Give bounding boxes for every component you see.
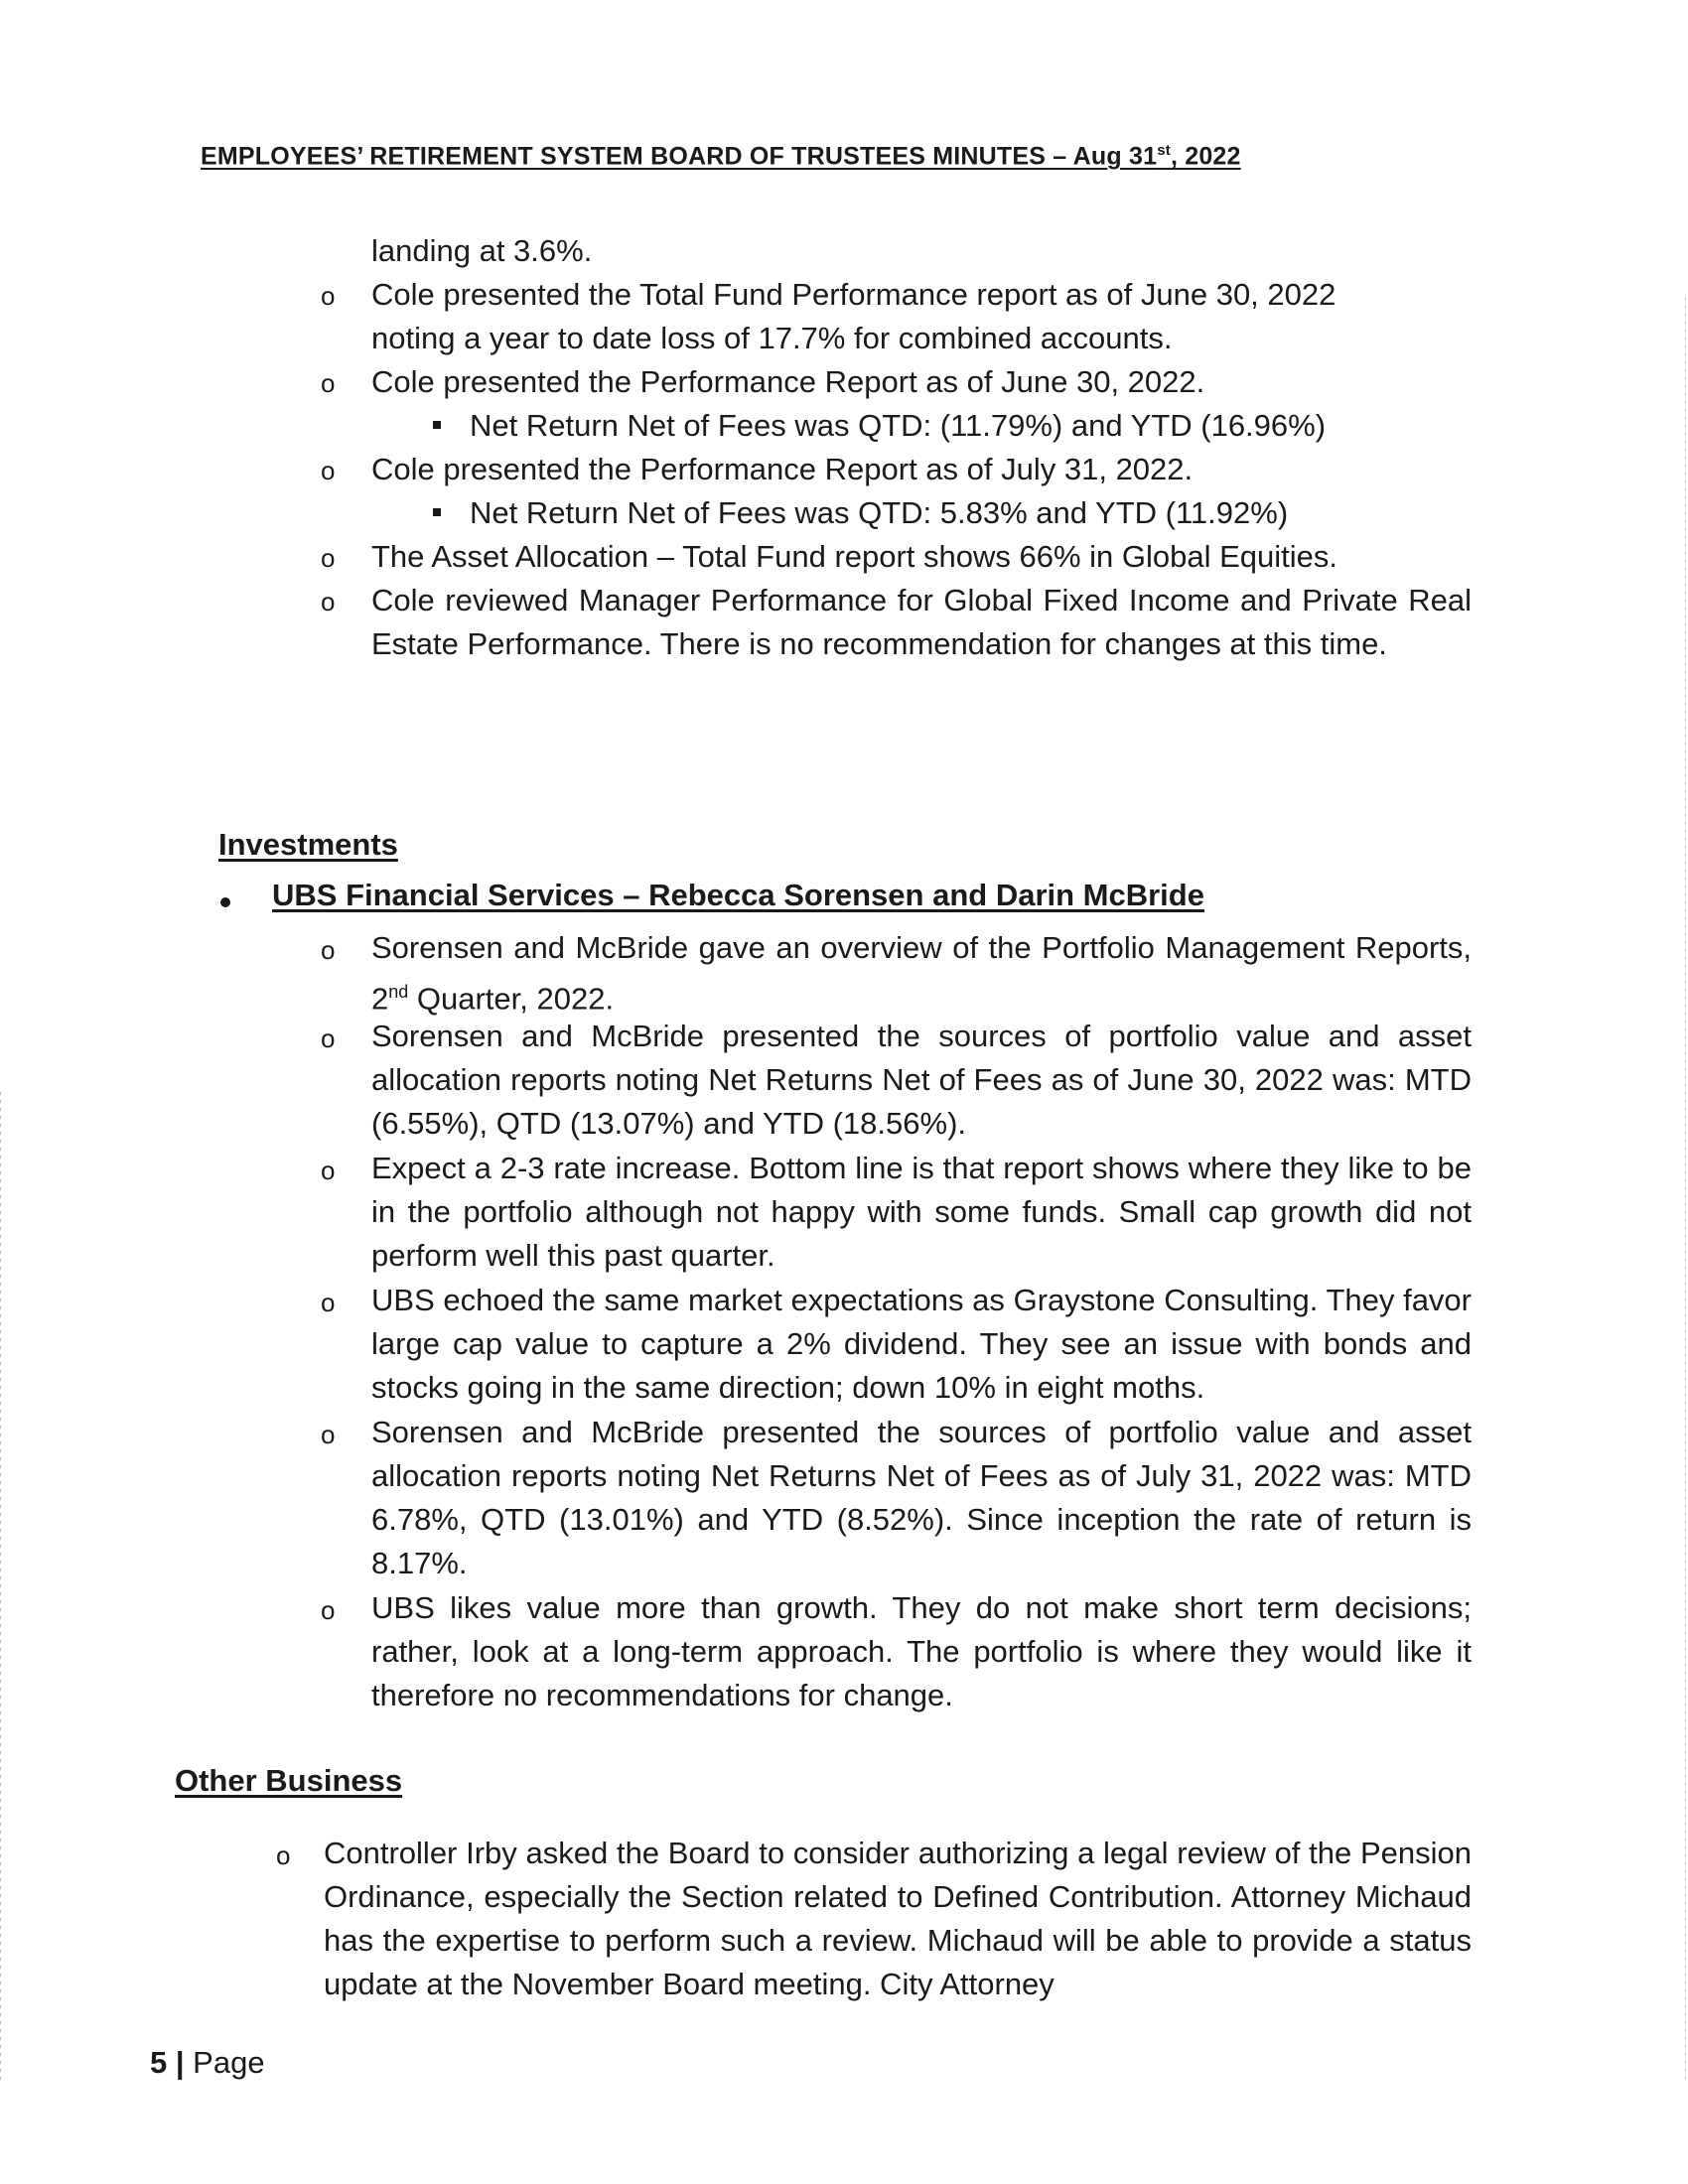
hollow-bullet-icon: o (321, 1288, 336, 1317)
continued-text: landing at 3.6%. (371, 233, 593, 268)
scan-edge-right (1685, 298, 1686, 2085)
hollow-bullet-icon: o (321, 543, 336, 573)
hollow-bullet-icon: o (321, 1024, 336, 1053)
hollow-bullet-icon: o (321, 1595, 336, 1625)
investments-item-1-a: Sorensen and McBride gave an overview of the Portfolio Management Reports, 2 (371, 930, 1472, 1017)
hollow-bullet-icon: o (276, 1841, 291, 1870)
top-item-3: Cole presented the Performance Report as of July 31, 2022. (371, 452, 1194, 486)
investments-item-4: UBS echoed the same market expectations as Graystone Consulting. They favor large cap value to capture a 2% dividend. They see an issue with bonds and stocks going in the same direction; down 10% in eight moths. (371, 1283, 1472, 1405)
hollow-bullet-icon: o (321, 935, 336, 965)
investments-item-1 (371, 926, 1472, 1021)
investments-subheading: UBS Financial Services – Rebecca Sorensen and Darin McBride (272, 878, 1204, 912)
header-title: EMPLOYEES’ RETIREMENT SYSTEM BOARD OF TRUSTEES MINUTES – Aug 31 (201, 142, 1158, 171)
hollow-bullet-icon: o (321, 1420, 336, 1449)
hollow-bullet-icon: o (321, 368, 336, 398)
hollow-bullet-icon: o (321, 281, 336, 311)
square-bullet-icon (433, 421, 441, 429)
investments-item-5: Sorensen and McBride presented the sources of portfolio value and asset allocation reports noting Net Returns Net of Fees as of July 31, 2022 was: MTD 6.78%, QTD (13.01%) and YTD (8.52%). Since inception the rate of return is 8.17%. (371, 1415, 1472, 1580)
page-header (201, 142, 1241, 171)
footer-separator: | (167, 2045, 194, 2080)
header-title-end: , 2022 (1170, 142, 1241, 171)
hollow-bullet-icon: o (321, 587, 336, 616)
page-number: 5 (150, 2045, 168, 2080)
scan-edge-left (0, 1092, 1, 2085)
hollow-bullet-icon: o (321, 1156, 336, 1185)
top-item-1-line-1: Cole presented the Total Fund Performance report as of June 30, 2022 (371, 277, 1336, 312)
investments-item-1-sup: nd (388, 982, 409, 1002)
header-title-sup: st (1157, 142, 1171, 159)
investments-item-2: Sorensen and McBride presented the sources of portfolio value and asset allocation reports noting Net Returns Net of Fees as of June 30, 2022 was: MTD (6.55%), QTD (13.07%) and YTD (18.56%). (371, 1019, 1472, 1141)
top-item-2-sub: Net Return Net of Fees was QTD: (11.79%) and YTD (16.96%) (470, 408, 1327, 443)
page-label: Page (193, 2045, 265, 2080)
other-business-item-1: Controller Irby asked the Board to consider authorizing a legal review of the Pension Ordinance, especially the Section related to Defined Contribution. Attorney Michaud has the expertise to perform such a review. Michaud will be able to provide a status update at the November Board meeting. City Attorney (324, 1836, 1472, 2001)
investments-heading: Investments (218, 827, 398, 862)
hollow-bullet-icon: o (321, 456, 336, 485)
top-item-3-sub: Net Return Net of Fees was QTD: 5.83% and YTD (11.92%) (470, 495, 1289, 530)
top-item-2: Cole presented the Performance Report as of June 30, 2022. (371, 364, 1205, 399)
top-item-5: Cole reviewed Manager Performance for Global Fixed Income and Private Real Estate Performance. There is no recommendation for changes at this time. (371, 583, 1472, 661)
investments-item-6: UBS likes value more than growth. They do not make short term decisions; rather, look at a long-term approach. The portfolio is where they would like it therefore no recommendations for change. (371, 1590, 1472, 1712)
page-footer (150, 2045, 265, 2081)
square-bullet-icon (433, 508, 441, 516)
other-business-heading: Other Business (175, 1763, 403, 1798)
top-item-4: The Asset Allocation – Total Fund report shows 66% in Global Equities. (371, 539, 1338, 574)
top-item-1-line-2: noting a year to date loss of 17.7% for combined accounts. (371, 321, 1173, 355)
investments-item-3: Expect a 2-3 rate increase. Bottom line is that report shows where they like to be in the portfolio although not happy with some funds. Small cap growth did not perform well this past quarter. (371, 1151, 1472, 1273)
investments-item-1-b: Quarter, 2022. (408, 981, 615, 1017)
round-bullet-icon (220, 897, 230, 907)
